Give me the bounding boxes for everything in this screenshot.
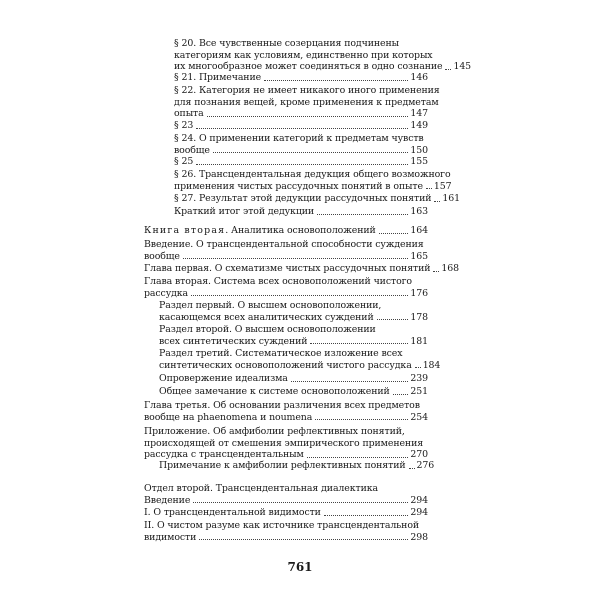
toc-section-three: Раздел третий. Систематическое изложение всех синтетических основоположений чистого рассудка 184 [159,348,441,371]
page-ref: 276 [416,460,435,471]
page-ref: 164 [410,225,428,236]
page-ref: 168 [441,263,460,274]
page-ref: 149 [410,120,428,131]
toc-refutation-idealism: Опровержение идеализма 239 [159,373,428,384]
toc-general-remark: Общее замечание к системе основоположений 251 [159,386,428,397]
toc-chapter-two: Глава вторая. Система всех основоположений чистого рассудка 176 [144,276,428,299]
page-ref: 181 [410,335,428,347]
page-ref: 165 [410,250,428,262]
toc-chapter-three: Глава третья. Об основании различения всех предметов вообще на phaenomena и noumena 254 [144,400,428,423]
page-ref: 254 [410,411,428,423]
page-ref: 163 [410,206,428,217]
page-ref: 150 [410,144,428,156]
page-ref: 147 [410,108,428,120]
page-ref: 161 [442,193,460,204]
toc-amphiboly-remark: Примечание к амфиболии рефлективных понятий 276 [159,460,435,471]
toc-transcendental-illusion: I. О трансцендентальной видимости 294 [144,507,428,518]
toc-entry-27: § 27. Результат этой дедукции рассудочных понятий 161 [174,193,460,204]
toc-entry-24: § 24. О применении категорий к предметам чувств вообще 150 [174,133,428,156]
page-ref: 251 [410,386,428,397]
toc-entry-summary: Краткий итог этой дедукции 163 [174,206,428,217]
toc-entry-20: § 20. Все чувственные созерцания подчинены категориям как условиям, единственно при которых их многообразное может соединяться в одно сознание 145 [174,38,472,73]
toc-pure-reason: II. О чистом разуме как источнике трансцендентальной видимости 298 [144,520,428,543]
page-ref: 176 [410,287,428,299]
page-number: 761 [287,560,313,574]
page-ref: 184 [422,359,441,371]
toc-book-two: Книга вторая. Аналитика основоположений 164 [144,225,428,236]
page-ref: 270 [410,449,428,461]
toc-introduction: Введение. О трансцендентальной способности суждения вообще 165 [144,239,428,262]
toc-appendix: Приложение. Об амфиболии рефлективных понятий, происходящей от смешения эмпирического применения рассудка с трансцендентальным 270 [144,426,428,461]
toc-division-two: Отдел второй. Трансцендентальная диалектика Введение 294 [144,483,428,506]
page-ref: 145 [453,61,472,73]
page-ref: 157 [433,180,452,192]
page-ref: 294 [410,494,428,506]
toc-entry-23: § 23 149 [174,120,428,131]
toc-section-two: Раздел второй. О высшем основоположении всех синтетических суждений 181 [159,324,428,347]
page-ref: 178 [410,311,428,323]
toc-entry-26: § 26. Трансцендентальная дедукция общего возможного применения чистых рассудочных понятий в опыте 157 [174,169,452,192]
toc-entry-25: § 25 155 [174,156,428,167]
page-ref: 294 [410,507,428,518]
toc-entry-21: § 21. Примечание 146 [174,72,428,83]
toc-chapter-one: Глава первая. О схематизме чистых рассудочных понятий 168 [144,263,460,274]
page-ref: 146 [410,72,428,83]
page-ref: 298 [410,531,428,543]
page-ref: 155 [410,156,428,167]
page-ref: 239 [410,373,428,384]
toc-entry-22: § 22. Категория не имеет никакого иного применения для познания вещей, кроме применения к предметам опыта 147 [174,85,440,120]
toc-section-one: Раздел первый. О высшем основоположении, касающемся всех аналитических суждений 178 [159,300,428,323]
